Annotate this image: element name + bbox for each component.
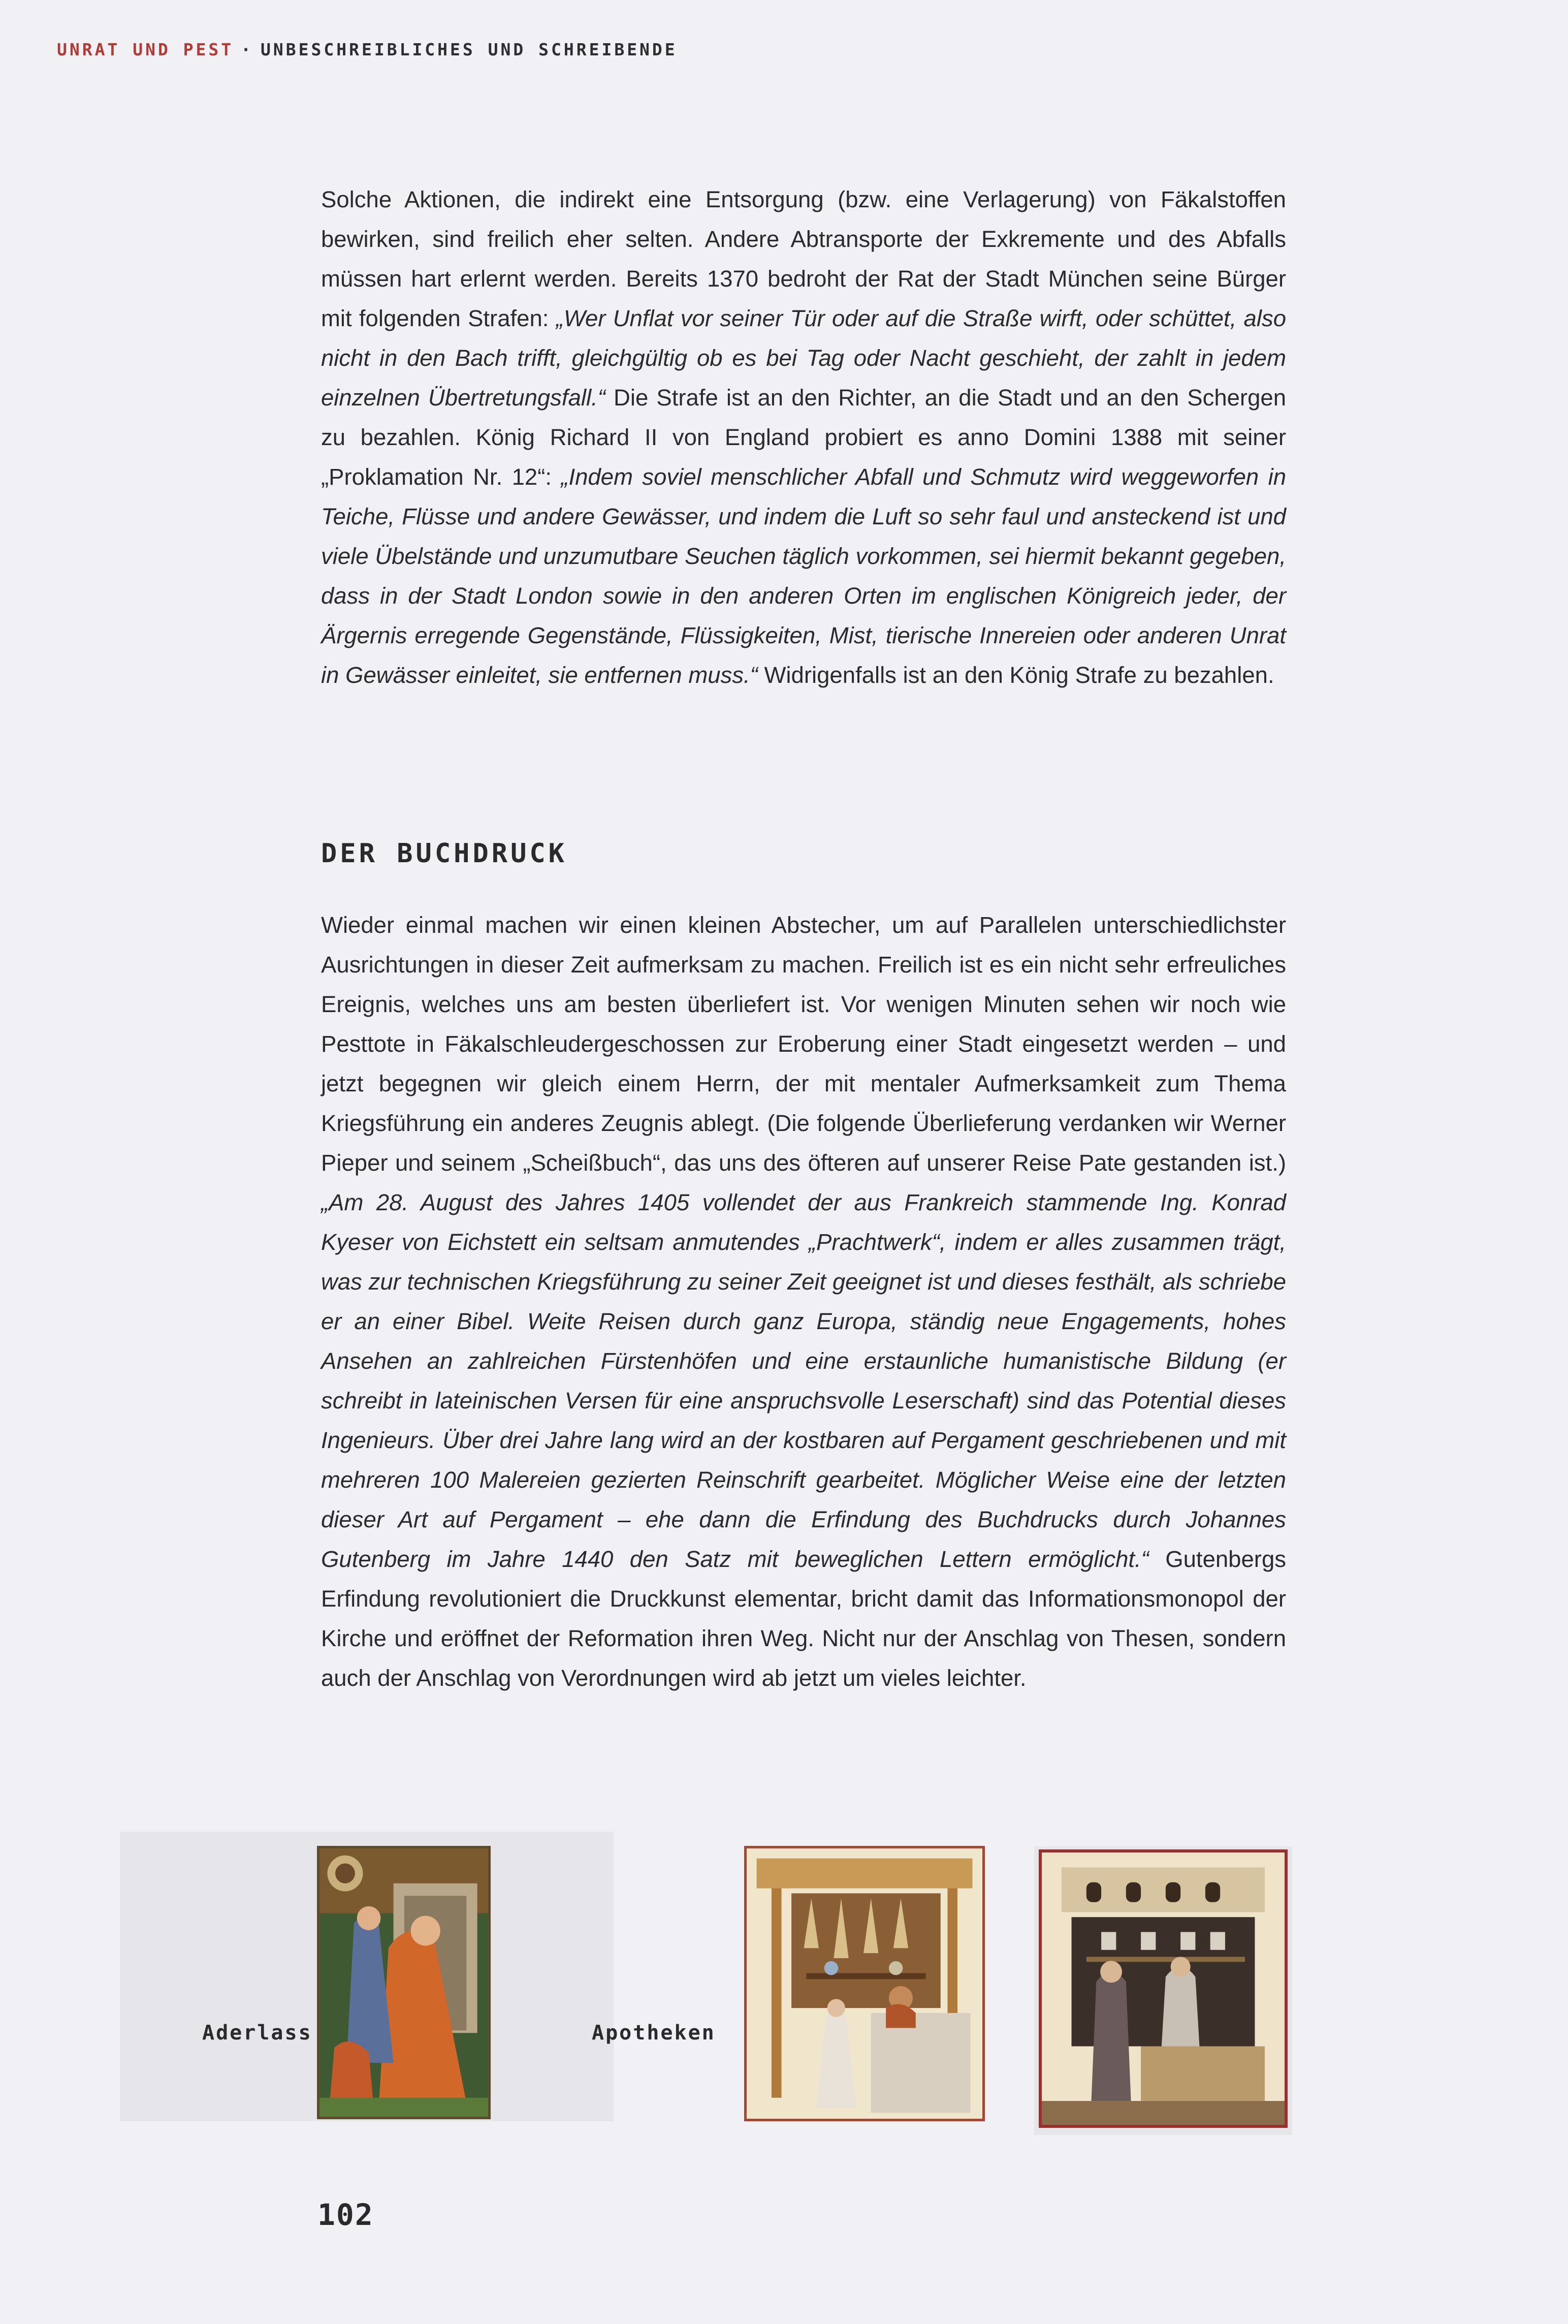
body-paragraph-1 [321, 180, 1286, 695]
paragraph-1-text-a: Solche Aktionen, die indirekt eine Entsorgung (bzw. eine Verlagerung) von Fäkalstoffen bewirken, sind freilich eher selten. Andere Abtransporte der Exkremente und des Abfalls müssen hart erlernt werden. Bereits 1370 bedroht der Rat der Stadt München seine Bürger mit folgenden Strafen: [321, 186, 1286, 331]
paragraph-1-quote-munich: „Wer Unflat vor seiner Tür oder auf die Straße wirft, oder schüttet, also nicht in den Bach trifft, gleichgültig ob es bei Tag oder Nacht geschieht, der zahlt in jedem einzelnen Übertretungsfall.“ [321, 305, 1286, 411]
section-heading: DER BUCHDRUCK [321, 838, 567, 869]
paragraph-2-text-b: Gutenbergs Erfindung revolutioniert die Druckkunst elementar, bricht damit das Informationsmonopol der Kirche und eröffnet der Reformation ihren Weg. Nicht nur der Anschlag von Thesen, sondern auch der Anschlag von Verordnungen wird ab jetzt um vieles leichter. [321, 1546, 1287, 1691]
caption-apotheken: Apotheken [592, 2021, 716, 2045]
running-head-separator: · [241, 40, 254, 59]
apotheke-painting-1 [747, 1848, 982, 2119]
apotheke-illustration-2 [1039, 1849, 1288, 2128]
body-paragraph-2 [321, 905, 1286, 1698]
running-head [57, 40, 678, 59]
paragraph-2-quote-kyeser: „Am 28. August des Jahres 1405 vollendet der aus Frankreich stammende Ing. Konrad Kyeser von Eichstett ein seltsam anmutendes „Prachtwerk“, indem er alles zusammen trägt, was zur technischen Kriegsführung zu seiner Zeit geeignet ist und dieses festhält, als schriebe er an einer Bibel. Weite Reisen durch ganz Europa, ständig neue Engagements, hohes Ansehen an zahlreichen Fürstenhöfen und eine erstaunliche humanistische Bildung (er schreibt in lateinischen Versen für eine anspruchsvolle Leserschaft) sind das Potential dieses Ingenieurs. Über drei Jahre lang wird an der kostbaren auf Pergament geschriebenen und mit mehreren 100 Malereien gezierten Reinschrift gearbeitet. Möglicher Weise eine der letzten dieser Art auf Pergament – ehe dann die Erfindung des Buchdrucks durch Johannes Gutenberg im Jahre 1440 den Satz mit beweglichen Lettern ermöglicht.“ [321, 1189, 1286, 1572]
paragraph-1-quote-london: „Indem soviel menschlicher Abfall und Schmutz wird weggeworfen in Teiche, Flüsse und andere Gewässer, und indem die Luft so sehr faul und ansteckend ist und viele Übelstände und unzumutbare Seuchen täglich vorkommen, sei hiermit bekannt gegeben, dass in der Stadt London sowie in den anderen Orten im englischen Königreich jeder, der Ärgernis erregende Gegenstände, Flüssigkeiten, Mist, tierische Innereien oder anderen Unrat in Gewässer einleitet, sie entfernen muss.“ [321, 464, 1287, 688]
aderlass-illustration [317, 1846, 491, 2119]
paragraph-1-text-c: Widrigenfalls ist an den König Strafe zu bezahlen. [757, 662, 1274, 688]
running-head-chapter: UNRAT UND PEST [57, 40, 234, 59]
page-number: 102 [317, 2197, 374, 2232]
apotheke-painting-2 [1042, 1852, 1285, 2125]
caption-aderlass: Aderlass [202, 2021, 312, 2045]
aderlass-painting [319, 1848, 488, 2117]
running-head-section: UNBESCHREIBLICHES UND SCHREIBENDE [261, 40, 678, 59]
paragraph-2-text-a: Wieder einmal machen wir einen kleinen Abstecher, um auf Parallelen unterschiedlichster Ausrichtungen in dieser Zeit aufmerksam zu machen. Freilich ist es ein nicht sehr erfreuliches Ereignis, welches uns am besten überliefert ist. Vor wenigen Minuten sehen wir noch wie Pesttote in Fäkalschleudergeschossen zur Eroberung einer Stadt eingesetzt werden – und jetzt begegnen wir gleich einem Herrn, der mit mentaler Aufmerksamkeit zum Thema Kriegsführung ein anderes Zeugnis ablegt. (Die folgende Überlieferung verdanken wir Werner Pieper und seinem „Scheißbuch“, das uns des öfteren auf unserer Reise Pate gestanden ist.) [321, 912, 1286, 1176]
paragraph-1-text-b: Die Strafe ist an den Richter, an die Stadt und an den Schergen zu bezahlen. König Richard II von England probiert es anno Domini 1388 mit seiner „Proklamation Nr. 12“: [321, 385, 1287, 490]
apotheke-illustration-1 [744, 1846, 985, 2121]
